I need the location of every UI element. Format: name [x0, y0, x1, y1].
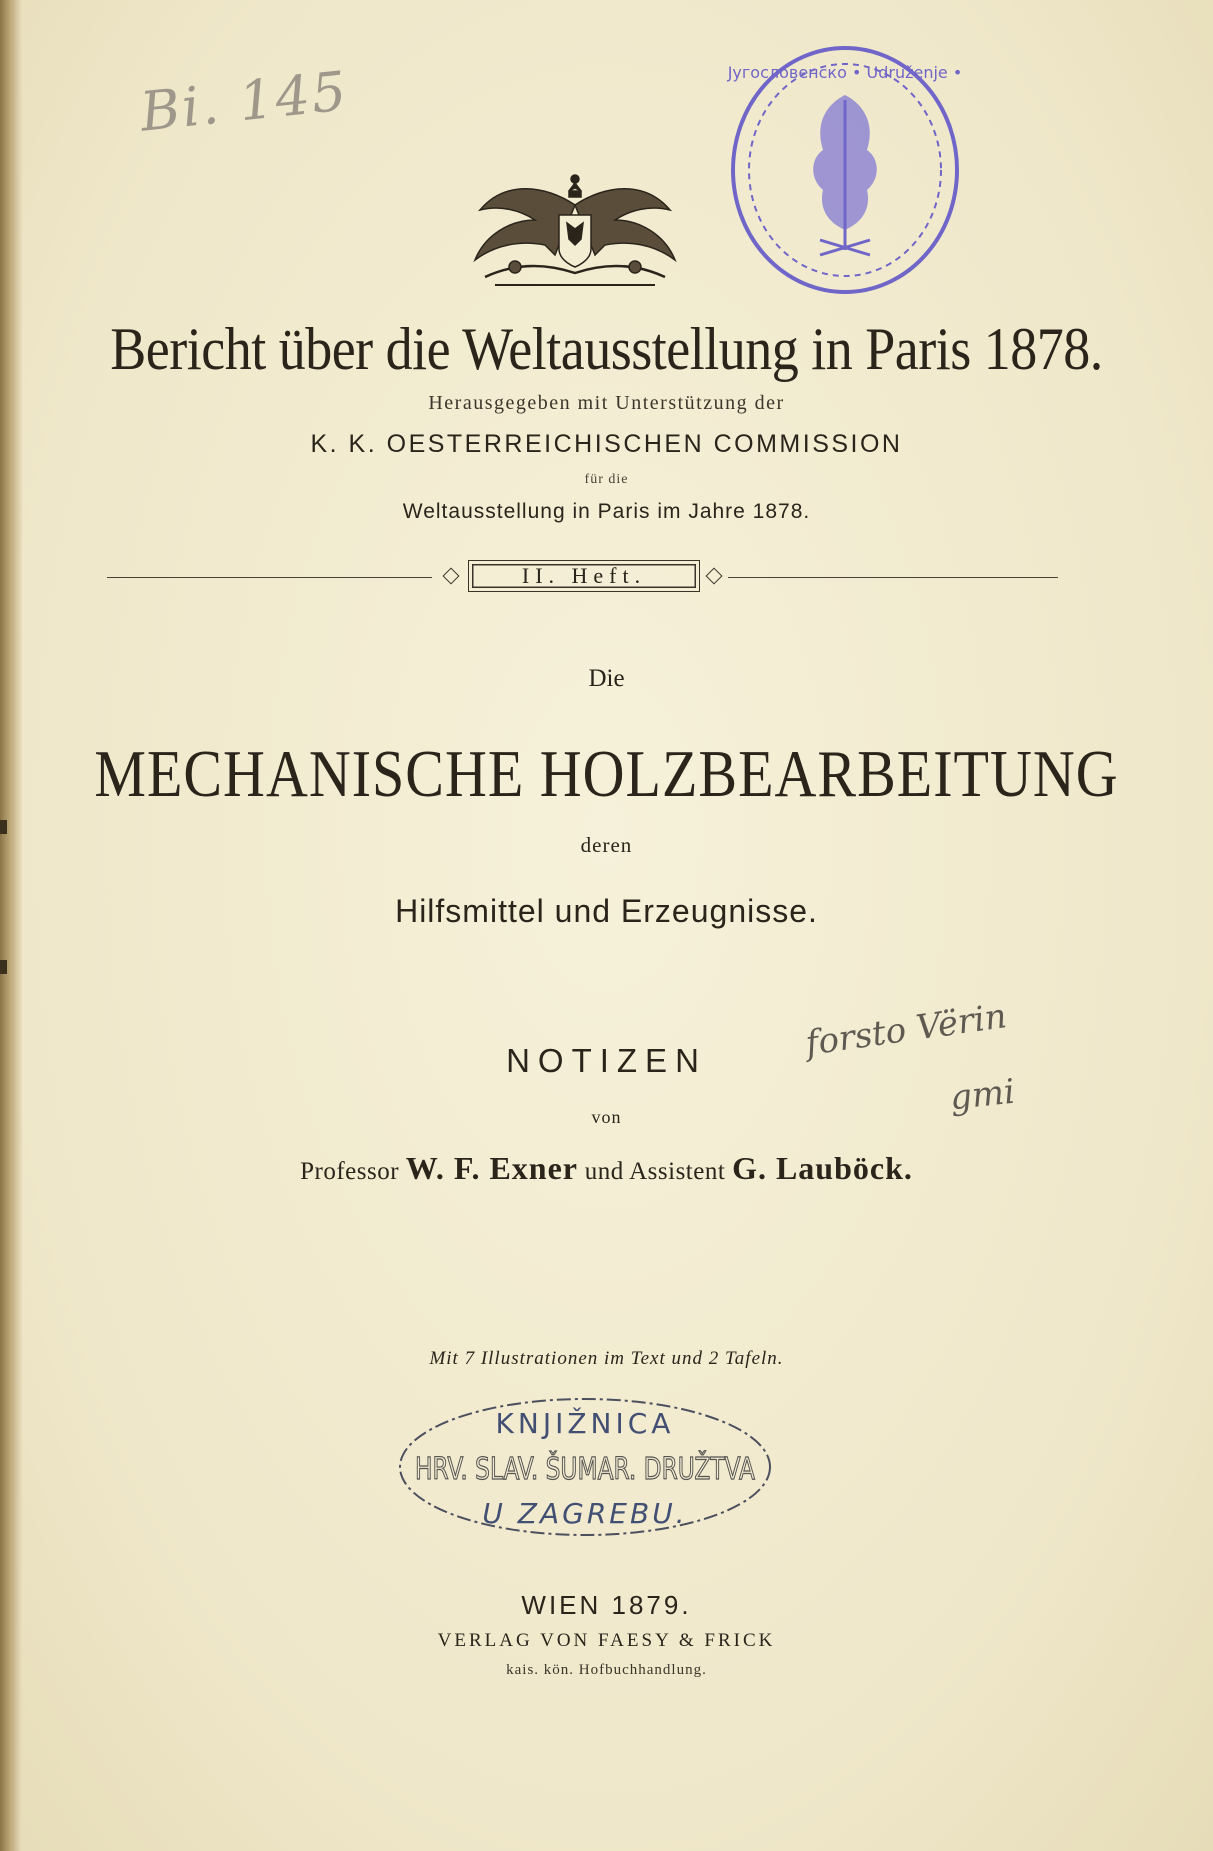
ornament-diamond-left-icon: [443, 568, 460, 585]
author-1-prefix: Professor: [300, 1158, 400, 1185]
subject-title: MECHANISCHE HOLZBEARBEITUNG: [94, 736, 1119, 811]
commission-name: K. K. OESTERREICHISCHEN COMMISSION: [310, 430, 903, 458]
author-1-name: W. F. Exner: [405, 1150, 578, 1186]
deren-text: deren: [580, 833, 633, 857]
divider-rule-right: [728, 577, 1058, 578]
pencil-note-line2: gmi: [948, 1071, 1017, 1119]
heft-label-box: [468, 560, 700, 592]
library-oval-stamp-icon: [395, 1395, 853, 1540]
expo-year-text: Weltausstellung in Paris im Jahre 1878.: [402, 500, 811, 523]
violet-stamp-text: Југословенско • Udruženje •: [727, 63, 963, 82]
imperial-eagle-emblem-icon: [455, 165, 695, 295]
spine-mark: [0, 820, 7, 834]
pencil-note-line1: forsto Vërin: [803, 996, 1010, 1064]
illustrations-note: Mit 7 Illustrationen im Text und 2 Tafeln.: [429, 1348, 784, 1369]
author-2-name: G. Lauböck.: [732, 1150, 913, 1186]
shelfmark-handwritten: Bi. 145: [137, 59, 352, 144]
violet-library-stamp-icon: [725, 40, 965, 300]
library-stamp-line2: HRV. SLAV. ŠUMAR. DRUŽTVA: [415, 1452, 853, 1487]
library-stamp-line3: U ZAGREBU.: [482, 1497, 688, 1530]
imprint-publisher: VERLAG VON FAESY & FRICK: [437, 1630, 776, 1651]
main-title: Bericht über die Weltausstellung in Paris 1878.: [110, 315, 1103, 383]
divider-rule-left: [107, 577, 432, 578]
von-text: von: [591, 1107, 622, 1127]
notes-heading: NOTIZEN: [506, 1042, 707, 1079]
spine-mark: [0, 960, 7, 974]
publisher-note: Herausgegeben mit Unterstützung der: [428, 392, 785, 414]
heft-label: II. Heft.: [521, 563, 647, 588]
fuer-die-text: für die: [584, 472, 629, 487]
library-stamp-line1: KNJIŽNICA: [495, 1407, 675, 1440]
imprint-note: kais. kön. Hofbuchhandlung.: [506, 1662, 707, 1678]
imprint-place-year: WIEN 1879.: [521, 1590, 692, 1620]
subtitle: Hilfsmittel und Erzeugnisse.: [395, 893, 818, 929]
ornament-diamond-right-icon: [706, 568, 723, 585]
author-2-prefix: Assistent: [629, 1158, 726, 1185]
authors-conjunction: und: [584, 1158, 624, 1185]
die-text: Die: [588, 665, 625, 692]
authors-line: [0, 1150, 1213, 1187]
